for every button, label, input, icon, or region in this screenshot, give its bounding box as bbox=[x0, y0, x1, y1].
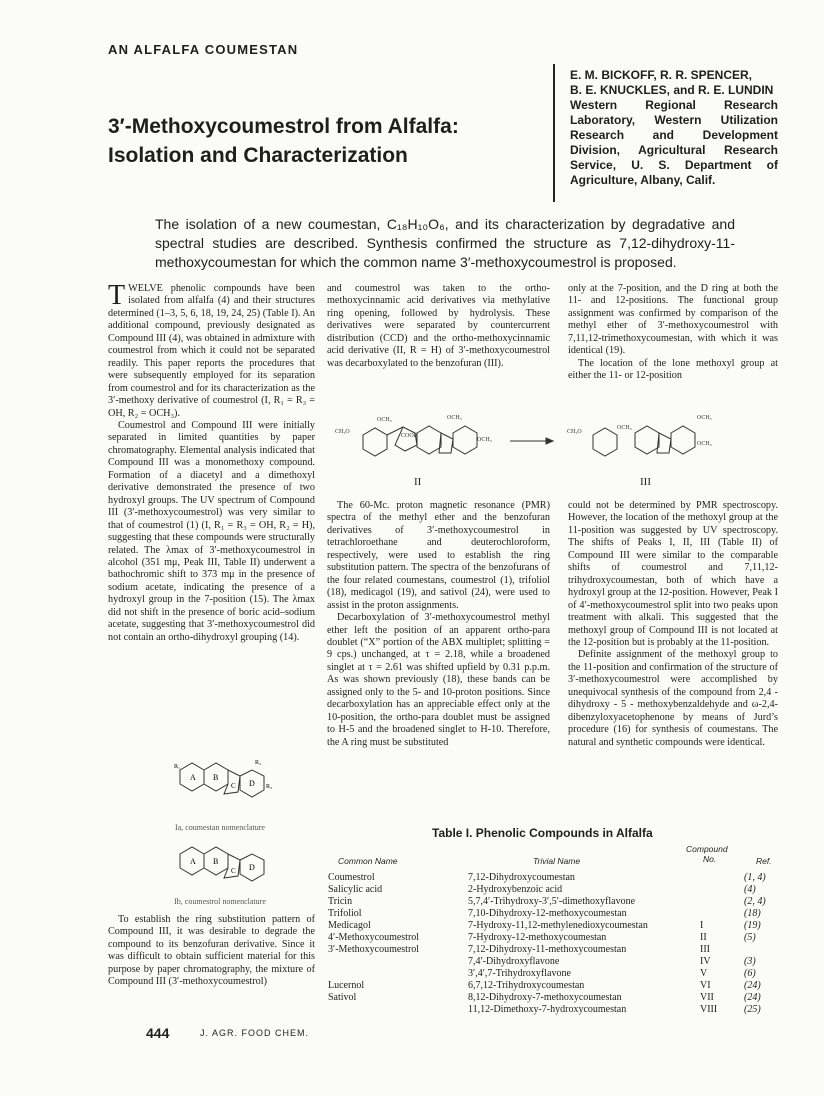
affiliation: Western Regional Research Laboratory, Western Utilization Research and Development Division, Agricultural Research Service, U. S. Department of Agriculture, Albany, Calif. bbox=[570, 98, 778, 187]
table-row bbox=[328, 980, 778, 992]
r1-label: R₁ bbox=[174, 764, 181, 770]
och3-label-ii-c: OCH₃ bbox=[477, 437, 492, 443]
cell-compound-no: VII bbox=[700, 992, 714, 1003]
figure-ia-caption: Ia, coumestan nomenclature bbox=[175, 823, 265, 832]
cell-trivial-name: 5,7,4′-Trihydroxy-3′,5′-dimethoxyflavone bbox=[468, 896, 636, 907]
cell-compound-no: III bbox=[700, 944, 710, 955]
article-title bbox=[108, 112, 538, 170]
cell-common-name: Tricin bbox=[328, 896, 353, 907]
cell-trivial-name: 6,7,12-Trihydroxycoumestan bbox=[468, 980, 585, 991]
cell-trivial-name: 7,12-Dihydroxy-11-methoxycoumestan bbox=[468, 944, 627, 955]
ring-c-label-ib: C bbox=[231, 867, 236, 875]
cell-ref: (25) bbox=[744, 1004, 761, 1015]
page-number: 444 bbox=[146, 1025, 170, 1041]
cell-ref: (1, 4) bbox=[744, 872, 766, 883]
body-column-2 bbox=[327, 283, 550, 370]
ch3o-label-iii: CH₃O bbox=[567, 429, 582, 435]
cell-common-name: Lucernol bbox=[328, 980, 365, 991]
paragraph-cinnamic: and coumestrol was taken to the ortho-methoxycinnamic acid derivatives via methylative ring opening, followed by hydrolysis. These derivatives were separated by countercurrent distribution (CCD) and the ortho-methoxycinnamic acid derivative (II, R = H) of 3′-methoxycoumestrol was decarboxylated to the benzofuran (III). bbox=[327, 283, 550, 369]
header-compound-no: No. bbox=[703, 854, 717, 864]
paragraph-uv: could not be determined by PMR spectroscopy. However, the location of the methoxyl group at the 11-position was suggested by UV spectroscopy. The shifts of Peaks I, II, III (Table II) of Compound III were similar to the comparable shifts of coumestrol and 7,11,12-trihydroxycoumestan, both of which have a hydroxyl group at the 12-position. However, Peak I of 4′-methoxycoumestrol split into two peaks upon treatment with alkali. This suggested that the methoxyl group of Compound III is not located at the 12-position but is probably at the 11-position. bbox=[568, 500, 778, 648]
authors-line-2: B. E. KNUCKLES, and R. E. LUNDIN bbox=[570, 83, 774, 97]
paragraph-intro bbox=[108, 280, 315, 420]
cell-trivial-name: 7-Hydroxy-12-methoxycoumestan bbox=[468, 932, 607, 943]
cell-trivial-name: 11,12-Dimethoxy-7-hydroxycoumestan bbox=[468, 1004, 627, 1015]
paragraph-intro-text: WELVE phenolic compounds have been isolated from alfalfa (4) and their structures determined (1–3, 5, 6, 18, 19, 24, 25) (Table I). An additional compound, previously designated as Compound III (4), was obtained in admixture with coumestrol from which it could not be separated readily. This paper reports the procedures that were subsequently employed for its separation from coumestrol and for its characterization as the 3′-methoxy derivative of coumestrol (I, R₁ = R₃ = OH, R₂ = OCH₃). bbox=[108, 283, 315, 419]
paragraph-separation: Coumestrol and Compound III were initially separated in limited quantities by paper chromatography. Elemental analysis indicated that Compound III was a monomethoxy compound. Formation of a diacetyl and a dimethoxyl derivative demonstrated the presence of two hydroxyl groups. The UV spectrum of Compound III (3′-methoxycoumestrol) was very similar to that of coumestrol (1) (I, R₁ = R₃ = OH, R₂ = H), suggesting that these compounds were structurally related. The λmax of 3′-methoxycoumestrol in alcohol (351 mμ, Peak III, Table II) underwent a bathochromic shift to 373 mμ in the presence of sodium acetate, indicating the presence of a hydroxyl group in the 7-position (15). The λmax did not shift in the presence of boric acid–sodium acetate, suggesting that 3′-methoxycoumestrol did not contain an ortho-dihydroxyl grouping (14). bbox=[108, 419, 315, 643]
abstract: The isolation of a new coumestan, C₁₈H₁₀O₆, and its characterization by degradative and spectral studies are described. Synthesis confirmed the structure as 7,12-dihydroxy-11-methoxycoumestan for which the common name 3′-methoxycoumestrol is proposed. bbox=[155, 216, 735, 270]
cell-ref: (5) bbox=[744, 932, 756, 943]
cell-trivial-name: 8,12-Dihydroxy-7-methoxycoumestan bbox=[468, 992, 622, 1003]
title-line-2: Isolation and Characterization bbox=[108, 144, 408, 167]
table-header bbox=[328, 844, 778, 868]
paragraph-degradation: To establish the ring substitution pattern of Compound III, it was desirable to degrade the compound to its benzofuran derivative. Since it was difficult to obtain sufficient material for this purpose by paper chromatography, the mixture of Compound III (3′-methoxycoumestrol) bbox=[108, 914, 315, 988]
cell-ref: (24) bbox=[744, 992, 761, 1003]
cell-ref: (4) bbox=[744, 884, 756, 895]
drop-cap: T bbox=[108, 280, 126, 311]
reaction-scheme bbox=[335, 405, 780, 495]
table-row bbox=[328, 968, 778, 980]
table-row bbox=[328, 872, 778, 884]
cell-compound-no: VIII bbox=[700, 1004, 718, 1015]
ring-d-label: D bbox=[249, 779, 255, 788]
cell-common-name: Sativol bbox=[328, 992, 357, 1003]
ring-b-label: B bbox=[213, 773, 219, 782]
figure-ib-caption: Ib, coumestrol nomenclature bbox=[174, 897, 266, 906]
och3-label-iii-c: OCH₃ bbox=[697, 441, 712, 447]
paragraph-ring-d: only at the 7-position, and the D ring at both the 11- and 12-positions. The functional group assignment was confirmed by comparison of the methyl ether of 3′-methoxycoumestrol with 7,11,12-trimethoxycoumestan, with which it was identical (19). bbox=[568, 283, 778, 357]
cell-compound-no: V bbox=[700, 968, 708, 979]
header-trivial-name: Trivial Name bbox=[533, 856, 581, 866]
cell-ref: (6) bbox=[744, 968, 756, 979]
cell-ref: (18) bbox=[744, 908, 761, 919]
ring-a-label-ib: A bbox=[190, 857, 196, 866]
och3-label-iii-a: OCH₃ bbox=[617, 425, 632, 431]
cell-common-name: 3′-Methoxycoumestrol bbox=[328, 944, 420, 955]
coor-label: COOR bbox=[401, 433, 418, 439]
cell-trivial-name: 7,10-Dihydroxy-12-methoxycoumestan bbox=[468, 908, 627, 919]
table-body bbox=[328, 872, 778, 1022]
table-row bbox=[328, 944, 778, 956]
cell-trivial-name: 7,12-Dihydroxycoumestan bbox=[468, 872, 575, 883]
cell-compound-no: VI bbox=[700, 980, 711, 991]
cell-ref: (3) bbox=[744, 956, 756, 967]
ring-c-label: C bbox=[231, 782, 236, 790]
r3-label: R₃ bbox=[266, 784, 273, 790]
r2-label: R₂ bbox=[255, 760, 262, 766]
section-label: AN ALFALFA COUMESTAN bbox=[108, 42, 299, 57]
och3-label-ii-a: OCH₃ bbox=[377, 417, 392, 423]
table-row bbox=[328, 1004, 778, 1016]
paragraph-methoxyl-location: The location of the lone methoxyl group at either the 11- or 12-position bbox=[568, 357, 778, 382]
cell-ref: (19) bbox=[744, 920, 761, 931]
compound-iii-label: III bbox=[640, 476, 651, 488]
cell-common-name: Medicagol bbox=[328, 920, 371, 931]
figure-ib-structure bbox=[160, 836, 280, 898]
figure-ia-structure bbox=[160, 748, 280, 820]
ring-a-label: A bbox=[190, 773, 196, 782]
cell-ref: (2, 4) bbox=[744, 896, 766, 907]
cell-common-name: Trifoliol bbox=[328, 908, 362, 919]
cell-trivial-name: 7-Hydroxy-11,12-methylenedioxycoumestan bbox=[468, 920, 648, 931]
title-line-1: 3′-Methoxycoumestrol from Alfalfa: bbox=[108, 115, 459, 138]
body-column-2-lower bbox=[327, 500, 550, 749]
table-row bbox=[328, 896, 778, 908]
table-row bbox=[328, 992, 778, 1004]
paragraph-pmr: The 60-Mc. proton magnetic resonance (PMR) spectra of the methyl ether and the benzofuran derivatives of 3′-methoxycoumestrol in tetrachloroethane and deuterochloroform, respectively, were used to establish the ring substitution pattern. The spectra of the benzofurans of the four related coumestans, coumestrol (1), trifoliol (18), medicagol (19), and sativol (24), were used to assist in the proton assignments. bbox=[327, 500, 550, 611]
table-row bbox=[328, 932, 778, 944]
cell-common-name: Salicylic acid bbox=[328, 884, 383, 895]
table-row bbox=[328, 908, 778, 920]
header-common-name: Common Name bbox=[338, 856, 398, 866]
header-ref: Ref. bbox=[756, 856, 772, 866]
cell-ref: (24) bbox=[744, 980, 761, 991]
compound-ii-label: II bbox=[414, 476, 422, 488]
cell-trivial-name: 7,4′-Dihydroxyflavone bbox=[468, 956, 560, 967]
header-divider bbox=[553, 64, 555, 202]
paragraph-decarboxylation: Decarboxylation of 3′-methoxycoumestrol methyl ether left the position of an apparent ortho-para doublet (“X” portion of the ABX multiplet; splitting = 9 cps.) unchanged, at τ = 2.18, while a broadened singlet at τ = 2.61 was shifted upfield by 0.31 p.p.m. As was shown previously (18), these bands can be assigned only to the 5- and 10-proton positions. Since decarboxylation has an appreciable effect only at the 10-position, the ortho-para doublet must be assigned to H-5 and the broadened singlet to H-10. Therefore, the A ring must be substituted bbox=[327, 612, 550, 748]
body-column-1 bbox=[108, 280, 315, 644]
ch3o-label-ii: CH₃O bbox=[335, 429, 350, 435]
cell-compound-no: II bbox=[700, 932, 707, 943]
cell-trivial-name: 2-Hydroxybenzoic acid bbox=[468, 884, 563, 895]
body-column-1-continued bbox=[108, 914, 315, 989]
body-column-3-lower bbox=[568, 500, 778, 749]
table-row bbox=[328, 920, 778, 932]
cell-trivial-name: 3′,4′,7-Trihydroxyflavone bbox=[468, 968, 571, 979]
table-row bbox=[328, 884, 778, 896]
authors bbox=[570, 68, 778, 98]
table-title: Table I. Phenolic Compounds in Alfalfa bbox=[432, 826, 653, 840]
paragraph-synthesis: Definite assignment of the methoxyl group to the 11-position and confirmation of the structure of 3′-methoxycoumestrol were accomplished by unequivocal synthesis of the compound from 2,4 - dihydroxy - 5 - methoxybenzaldehyde and ω-2,4-dibenzyloxyacetophenone by means of Jurd’s procedure (16) for synthesis of coumestans. The natural and synthetic compounds were identical. bbox=[568, 649, 778, 748]
och3-label-iii-b: OCH₃ bbox=[697, 415, 712, 421]
cell-common-name: Coumestrol bbox=[328, 872, 375, 883]
header-compound: Compound bbox=[686, 844, 728, 854]
journal-name: J. AGR. FOOD CHEM. bbox=[200, 1028, 310, 1038]
cell-compound-no: I bbox=[700, 920, 704, 931]
och3-label-ii-b: OCH₃ bbox=[447, 415, 462, 421]
ring-b-label-ib: B bbox=[213, 857, 219, 866]
cell-common-name: 4′-Methoxycoumestrol bbox=[328, 932, 420, 943]
table-row bbox=[328, 956, 778, 968]
cell-compound-no: IV bbox=[700, 956, 711, 967]
ring-d-label-ib: D bbox=[249, 863, 255, 872]
authors-line-1: E. M. BICKOFF, R. R. SPENCER, bbox=[570, 68, 753, 82]
body-column-3 bbox=[568, 283, 778, 383]
